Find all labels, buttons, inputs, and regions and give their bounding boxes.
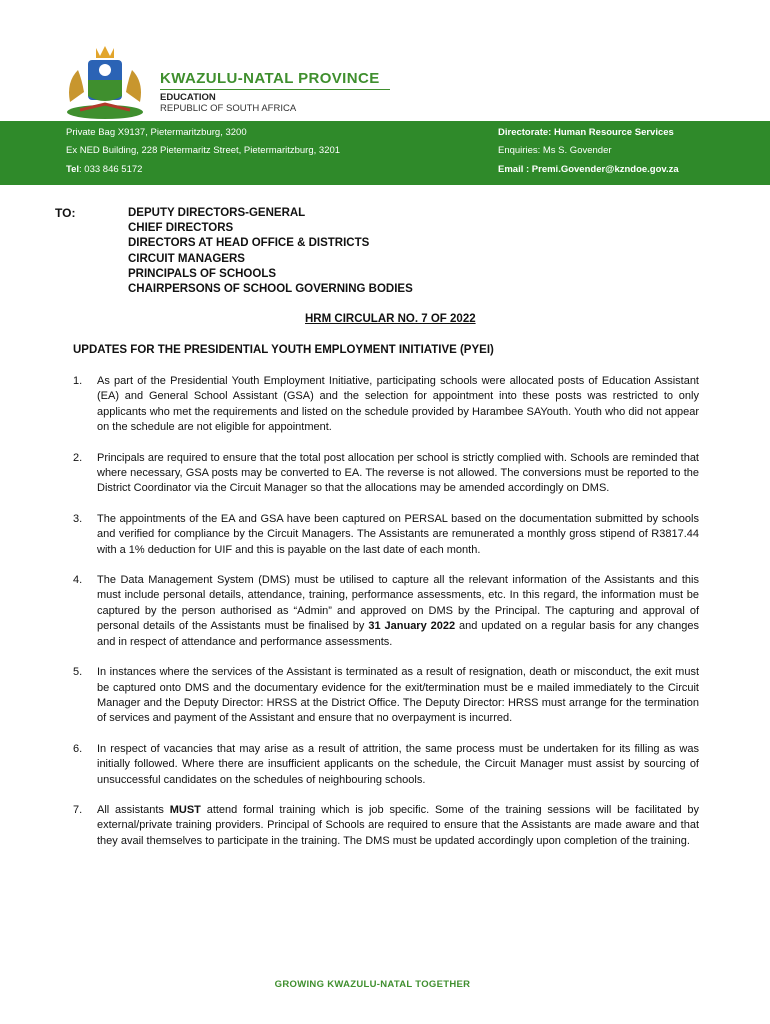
emphasis-must: MUST	[169, 803, 201, 816]
item-number: 6.	[73, 742, 83, 755]
item-text: As part of the Presidential Youth Employment Initiative, participating schools were allocated posts of Education Assistant (EA) and General School Assistant (GSA) and the selection for appointment into these posts was restricted to only applicants who met the requirements and listed on the schedule provided by Harambee SAYouth. Youth who did not appear on the schedule are not eligible for appointment.	[97, 375, 699, 434]
country-name: REPUBLIC OF SOUTH AFRICA	[160, 103, 297, 114]
item-text-part: and updated on a regular basis for any changes and in respect of attendance and performance assessments.	[97, 620, 699, 648]
telephone-label: Tel	[66, 164, 80, 175]
street-address: Ex NED Building, 228 Pietermaritz Street, Pietermaritzburg, 3201	[66, 145, 341, 156]
contact-band	[0, 121, 770, 185]
deadline-date: 31 January 2022	[368, 620, 456, 633]
item-number: 4.	[73, 574, 83, 587]
list-item	[73, 665, 699, 727]
item-number: 2.	[73, 451, 83, 464]
item-text: In instances where the services of the Assistant is terminated as a result of resignation, death or misconduct, the exit must be captured onto DMS and the documentary evidence for the exit/termination must be e mailed immediately to the Circuit Manager and the Deputy Director: HRSS at the District Office. The Deputy Director: HRSS must arrange for the termination of services and payment of the Assistant and ensure that no overpayment is incurred.	[97, 666, 699, 725]
recipient-list	[128, 206, 413, 297]
item-number: 3.	[73, 512, 83, 525]
list-item	[73, 803, 699, 849]
department-name: EDUCATION	[160, 92, 216, 103]
list-item	[73, 573, 699, 650]
recipient: DIRECTORS AT HEAD OFFICE & DISTRICTS	[128, 237, 370, 250]
numbered-list	[73, 374, 699, 849]
province-title: KWAZULU-NATAL PROVINCE	[160, 70, 380, 87]
enquiries: Enquiries: Ms S. Govender	[498, 145, 612, 156]
recipient: PRINCIPALS OF SCHOOLS	[128, 267, 277, 280]
recipient: CHIEF DIRECTORS	[128, 222, 234, 235]
item-text-part: The Data Management System (DMS) must be utilised to capture all the relevant information of the Assistants and this must include personal details, attendance, training, performance assessments, etc. In this regard, the information must be captured by the person authorised as “Admin” and approved on DMS by the Principal. The capturing and approval of personal details of the Assistants must be finalised by	[97, 574, 699, 633]
list-item	[73, 742, 699, 788]
item-text-part: All assistants	[97, 803, 170, 816]
item-number: 1.	[73, 375, 83, 387]
postal-address: Private Bag X9137, Pietermaritzburg, 3200	[66, 127, 247, 138]
footer-slogan: GROWING KWAZULU-NATAL TOGETHER	[274, 979, 471, 990]
email-address[interactable]: Email : Premi.Govender@kzndoe.gov.za	[498, 164, 679, 175]
list-item	[73, 374, 699, 436]
recipient: CHAIRPERSONS OF SCHOOL GOVERNING BODIES	[128, 283, 413, 296]
item-text	[97, 573, 699, 650]
recipient: DEPUTY DIRECTORS-GENERAL	[128, 207, 306, 219]
directorate: Directorate: Human Resource Services	[498, 127, 674, 138]
telephone	[66, 164, 142, 175]
item-text: Principals are required to ensure that the total post allocation per school is strictly complied with. Schools are reminded that where necessary, GSA posts may be converted to EA. The reverse is not allowed. The conversions must be reported to the District Coordinator via the Circuit Manager so that the allocations may be amended accordingly on DMS.	[97, 451, 699, 495]
recipient: CIRCUIT MANAGERS	[128, 252, 245, 265]
circular-number: HRM CIRCULAR NO. 7 OF 2022	[305, 313, 476, 325]
item-number: 5.	[73, 666, 83, 679]
circular-subject: UPDATES FOR THE PRESIDENTIAL YOUTH EMPLOYMENT INITIATIVE (PYEI)	[73, 344, 494, 356]
item-text: The appointments of the EA and GSA have been captured on PERSAL based on the documentation submitted by schools and verified for compliance by the Circuit Managers. The Assistants are remunerated a monthly gross stipend of R3817.44 with a 1% deduction for UIF and this is payable on the last date of each month.	[97, 512, 699, 556]
item-text	[97, 803, 699, 849]
list-item	[73, 512, 699, 558]
item-number: 7.	[73, 803, 83, 816]
to-label: TO:	[55, 206, 76, 220]
telephone-value: : 033 846 5172	[79, 164, 143, 175]
item-text: In respect of vacancies that may arise as a result of attrition, the same process must be undertaken for its filling as was initially followed. Where there are insufficient applicants on the schedule, the Circuit Manager must assist by sourcing of unsuccessful candidates on the schedules of neighbouring schools.	[97, 742, 699, 786]
coat-of-arms-logo	[60, 42, 150, 122]
list-item	[73, 451, 699, 497]
item-text-part: attend formal training which is job specific. Some of the training sessions will be facilitated by external/private training providers. Principal of Schools are required to ensure that the Assistants are made aware and that they avail themselves to participate in the training. The DMS must be updated accordingly upon completion of the training.	[97, 803, 700, 847]
header-divider	[160, 89, 390, 90]
